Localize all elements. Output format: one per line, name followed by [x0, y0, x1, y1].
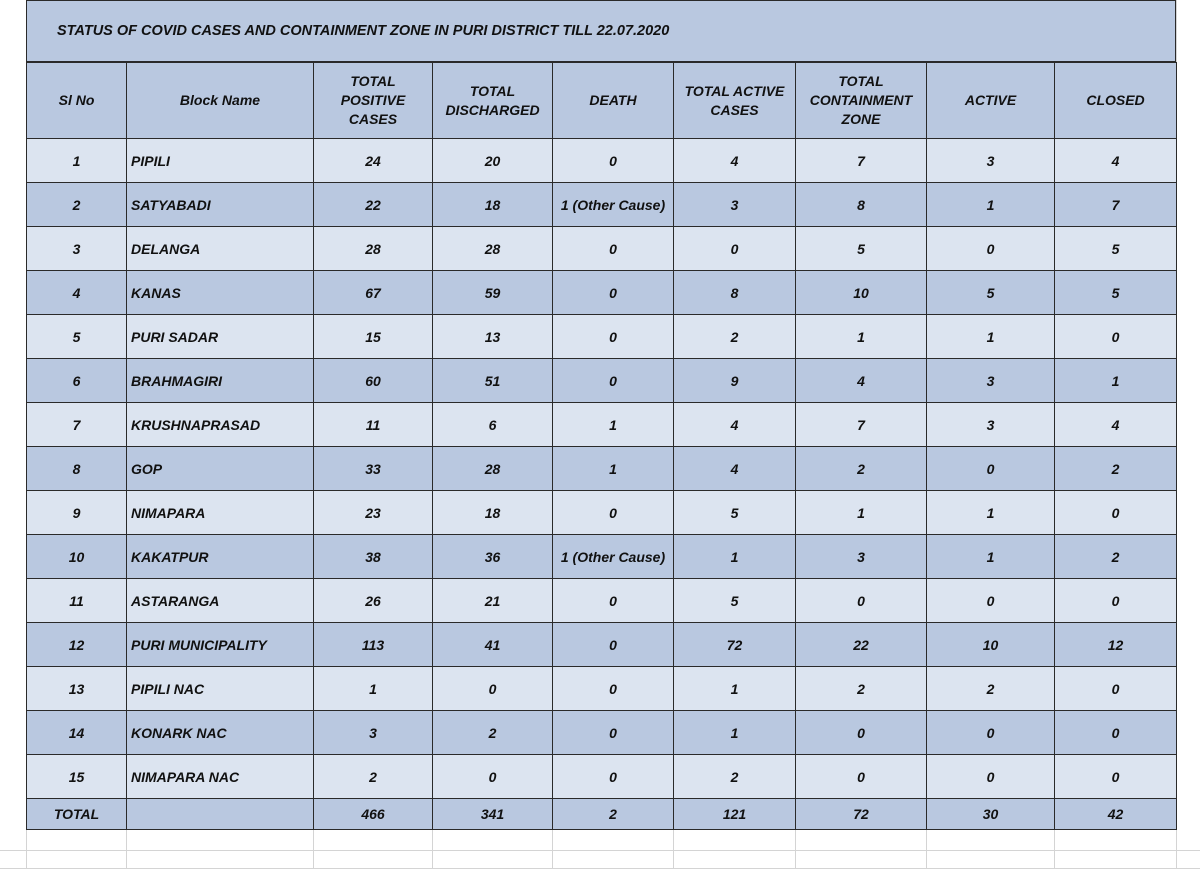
table-cell[interactable]: 0 — [927, 227, 1055, 271]
table-cell[interactable]: 1 — [674, 535, 796, 579]
table-row — [27, 359, 1177, 403]
column-header[interactable] — [127, 63, 314, 139]
block-name-cell[interactable]: KRUSHNAPRASAD — [127, 403, 314, 447]
table-cell[interactable]: 0 — [553, 139, 674, 183]
table-cell[interactable]: 15 — [314, 315, 433, 359]
table-row — [27, 403, 1177, 447]
table-cell[interactable]: 0 — [553, 491, 674, 535]
column-header-line: TOTAL ACTIVE — [684, 82, 785, 99]
table-cell[interactable]: 0 — [553, 227, 674, 271]
table-cell[interactable]: 3 — [927, 139, 1055, 183]
table-row — [27, 491, 1177, 535]
block-name-cell[interactable]: NIMAPARA — [127, 491, 314, 535]
table-cell[interactable]: 22 — [796, 623, 927, 667]
table-cell[interactable]: 113 — [314, 623, 433, 667]
table-cell[interactable]: 30 — [927, 799, 1055, 830]
column-header-line: Sl No — [58, 92, 95, 108]
table-cell[interactable]: 2 — [1055, 535, 1177, 579]
table-cell[interactable]: 10 — [796, 271, 927, 315]
table-cell[interactable]: 2 — [674, 755, 796, 799]
table-cell[interactable]: 1 (Other Cause) — [553, 535, 674, 579]
table-cell[interactable]: 36 — [433, 535, 553, 579]
column-header-line: DEATH — [589, 92, 637, 108]
table-cell[interactable]: 0 — [553, 315, 674, 359]
column-header-line: POSITIVE — [340, 92, 406, 108]
table-cell[interactable]: 0 — [1055, 491, 1177, 535]
table-cell[interactable]: 9 — [674, 359, 796, 403]
table-cell[interactable]: 6 — [433, 403, 553, 447]
column-header-line: CLOSED — [1086, 92, 1145, 108]
table-cell[interactable]: 5 — [927, 271, 1055, 315]
table-cell[interactable]: 1 — [314, 667, 433, 711]
table-cell[interactable]: 0 — [553, 359, 674, 403]
block-name-cell[interactable]: NIMAPARA NAC — [127, 755, 314, 799]
table-cell[interactable]: 0 — [433, 667, 553, 711]
table-cell[interactable]: 3 — [314, 711, 433, 755]
table-cell[interactable]: 0 — [433, 755, 553, 799]
block-name-cell[interactable]: SATYABADI — [127, 183, 314, 227]
table-cell[interactable]: 1 — [927, 491, 1055, 535]
table-cell[interactable]: 26 — [314, 579, 433, 623]
table-cell[interactable]: 28 — [433, 447, 553, 491]
block-name-cell[interactable]: ASTARANGA — [127, 579, 314, 623]
table-cell[interactable]: 5 — [1055, 227, 1177, 271]
table-row — [27, 271, 1177, 315]
table-cell[interactable]: 1 (Other Cause) — [553, 183, 674, 227]
table-cell[interactable]: 28 — [314, 227, 433, 271]
table-cell[interactable]: 3 — [927, 403, 1055, 447]
table-cell[interactable]: 2 — [1055, 447, 1177, 491]
table-cell[interactable]: 2 — [796, 447, 927, 491]
table-cell[interactable]: 0 — [1055, 667, 1177, 711]
table-row — [27, 315, 1177, 359]
block-name-cell[interactable]: KAKATPUR — [127, 535, 314, 579]
column-header-line: ZONE — [841, 111, 881, 127]
table-cell[interactable]: 15 — [27, 755, 127, 799]
table-cell[interactable]: 0 — [553, 711, 674, 755]
table-cell[interactable]: 1 — [927, 535, 1055, 579]
block-name-cell[interactable] — [127, 799, 314, 830]
table-cell[interactable]: 24 — [314, 139, 433, 183]
table-cell[interactable]: 2 — [433, 711, 553, 755]
table-cell[interactable]: 0 — [553, 271, 674, 315]
header-row — [27, 63, 1177, 139]
table-cell[interactable]: 0 — [553, 579, 674, 623]
table-row — [27, 535, 1177, 579]
column-header-line: DISCHARGED — [445, 101, 540, 118]
table-cell[interactable]: 2 — [553, 799, 674, 830]
table-cell[interactable]: 0 — [927, 447, 1055, 491]
column-header[interactable] — [674, 63, 796, 139]
table-cell[interactable]: 72 — [796, 799, 927, 830]
table-cell[interactable]: 1 — [927, 315, 1055, 359]
column-header-line: ACTIVE — [964, 92, 1017, 108]
table-cell[interactable]: 3 — [27, 227, 127, 271]
table-cell[interactable]: 1 — [674, 711, 796, 755]
block-name-cell[interactable]: PURI SADAR — [127, 315, 314, 359]
column-header[interactable] — [553, 63, 674, 139]
table-cell[interactable]: 0 — [1055, 579, 1177, 623]
table-row — [27, 711, 1177, 755]
table-cell[interactable]: 2 — [27, 183, 127, 227]
table-cell[interactable]: 0 — [927, 755, 1055, 799]
table-cell[interactable]: 5 — [674, 579, 796, 623]
table-cell[interactable]: 0 — [1055, 755, 1177, 799]
table-cell[interactable]: 121 — [674, 799, 796, 830]
table-cell[interactable]: 13 — [27, 667, 127, 711]
table-row — [27, 623, 1177, 667]
table-cell[interactable]: 10 — [927, 623, 1055, 667]
table-cell[interactable]: 12 — [27, 623, 127, 667]
table-cell[interactable]: 5 — [796, 227, 927, 271]
table-cell[interactable]: 51 — [433, 359, 553, 403]
table-row — [27, 447, 1177, 491]
table-cell[interactable]: 4 — [796, 359, 927, 403]
sheet-title: STATUS OF COVID CASES AND CONTAINMENT ZONE IN PURI DISTRICT TILL 22.07.2020 — [57, 23, 670, 39]
table-cell[interactable]: 8 — [674, 271, 796, 315]
table-cell[interactable]: 3 — [674, 183, 796, 227]
table-cell[interactable]: 7 — [1055, 183, 1177, 227]
table-cell[interactable]: 0 — [553, 623, 674, 667]
column-header-line: Block Name — [179, 92, 261, 108]
gridline — [0, 850, 1200, 851]
column-header[interactable] — [314, 63, 433, 139]
table-row — [27, 579, 1177, 623]
table-cell[interactable]: 11 — [314, 403, 433, 447]
block-name-cell[interactable]: KANAS — [127, 271, 314, 315]
table-cell[interactable]: 2 — [796, 667, 927, 711]
table-cell[interactable]: 67 — [314, 271, 433, 315]
table-cell[interactable]: 2 — [674, 315, 796, 359]
column-header-line: TOTAL — [469, 82, 516, 99]
table-cell[interactable]: 0 — [553, 755, 674, 799]
table-cell[interactable]: 5 — [1055, 271, 1177, 315]
table-cell[interactable]: 0 — [927, 711, 1055, 755]
table-row — [27, 139, 1177, 183]
table-cell[interactable]: 38 — [314, 535, 433, 579]
table-cell[interactable]: 1 — [553, 403, 674, 447]
block-name-cell[interactable]: KONARK NAC — [127, 711, 314, 755]
table-cell[interactable]: 0 — [796, 711, 927, 755]
table-cell[interactable]: 18 — [433, 183, 553, 227]
table-cell[interactable]: 12 — [1055, 623, 1177, 667]
block-name-cell[interactable]: DELANGA — [127, 227, 314, 271]
table-cell[interactable]: TOTAL — [27, 799, 127, 830]
table-cell[interactable]: 1 — [553, 447, 674, 491]
table-cell[interactable]: 9 — [27, 491, 127, 535]
table-cell[interactable]: 1 — [1055, 359, 1177, 403]
table-cell[interactable]: 1 — [796, 491, 927, 535]
title-banner — [26, 0, 1176, 62]
table-cell[interactable]: 4 — [674, 447, 796, 491]
table-cell[interactable]: 41 — [433, 623, 553, 667]
block-name-cell[interactable]: BRAHMAGIRI — [127, 359, 314, 403]
table-cell[interactable]: 7 — [796, 139, 927, 183]
table-cell[interactable]: 72 — [674, 623, 796, 667]
column-header[interactable] — [927, 63, 1055, 139]
table-cell[interactable]: 14 — [27, 711, 127, 755]
table-cell[interactable]: 18 — [433, 491, 553, 535]
table-cell[interactable]: 60 — [314, 359, 433, 403]
table-cell[interactable]: 0 — [674, 227, 796, 271]
table-cell[interactable]: 341 — [433, 799, 553, 830]
table-cell[interactable]: 3 — [796, 535, 927, 579]
table-cell[interactable]: 5 — [674, 491, 796, 535]
table-cell[interactable]: 20 — [433, 139, 553, 183]
table-cell[interactable]: 8 — [27, 447, 127, 491]
column-header-line: CASES — [710, 101, 759, 118]
column-header-line: TOTAL — [350, 73, 396, 89]
table-cell[interactable]: 1 — [27, 139, 127, 183]
table-cell[interactable]: 0 — [1055, 711, 1177, 755]
column-header-line: TOTAL — [838, 73, 884, 89]
table-cell[interactable]: 23 — [314, 491, 433, 535]
table-cell[interactable]: 28 — [433, 227, 553, 271]
block-name-cell[interactable]: PIPILI — [127, 139, 314, 183]
table-row — [27, 667, 1177, 711]
table-cell[interactable]: 8 — [796, 183, 927, 227]
column-header-line: CASES — [348, 111, 398, 127]
table-cell[interactable]: 7 — [796, 403, 927, 447]
table-row — [27, 755, 1177, 799]
table-cell[interactable]: 1 — [674, 667, 796, 711]
table-cell[interactable]: 22 — [314, 183, 433, 227]
table-cell[interactable]: 1 — [796, 315, 927, 359]
table-cell[interactable]: 1 — [927, 183, 1055, 227]
table-cell[interactable]: 3 — [927, 359, 1055, 403]
table-cell[interactable]: 4 — [1055, 139, 1177, 183]
column-header[interactable] — [1055, 63, 1177, 139]
table-cell[interactable]: 0 — [553, 667, 674, 711]
table-cell[interactable]: 0 — [796, 755, 927, 799]
column-header[interactable] — [433, 63, 553, 139]
table-cell[interactable]: 42 — [1055, 799, 1177, 830]
table-cell[interactable]: 10 — [27, 535, 127, 579]
table-cell[interactable]: 5 — [27, 315, 127, 359]
table-cell[interactable]: 2 — [314, 755, 433, 799]
table-cell[interactable]: 0 — [1055, 315, 1177, 359]
table-cell[interactable]: 2 — [927, 667, 1055, 711]
column-header[interactable] — [27, 63, 127, 139]
table-cell[interactable]: 11 — [27, 579, 127, 623]
covid-status-table — [26, 62, 1177, 830]
table-cell[interactable]: 7 — [27, 403, 127, 447]
block-name-cell[interactable]: PURI MUNICIPALITY — [127, 623, 314, 667]
table-cell[interactable]: 4 — [1055, 403, 1177, 447]
table-cell[interactable]: 21 — [433, 579, 553, 623]
table-cell[interactable]: 0 — [796, 579, 927, 623]
table-row — [27, 183, 1177, 227]
column-header[interactable] — [796, 63, 927, 139]
table-cell[interactable]: 6 — [27, 359, 127, 403]
table-cell[interactable]: 4 — [674, 403, 796, 447]
total-row — [27, 799, 1177, 830]
table-cell[interactable]: 4 — [674, 139, 796, 183]
table-cell[interactable]: 4 — [27, 271, 127, 315]
table-cell[interactable]: 33 — [314, 447, 433, 491]
table-cell[interactable]: 0 — [927, 579, 1055, 623]
column-header-line: CONTAINMENT — [809, 92, 913, 108]
table-cell[interactable]: 13 — [433, 315, 553, 359]
block-name-cell[interactable]: GOP — [127, 447, 314, 491]
block-name-cell[interactable]: PIPILI NAC — [127, 667, 314, 711]
table-cell[interactable]: 59 — [433, 271, 553, 315]
table-cell[interactable]: 466 — [314, 799, 433, 830]
table-row — [27, 227, 1177, 271]
